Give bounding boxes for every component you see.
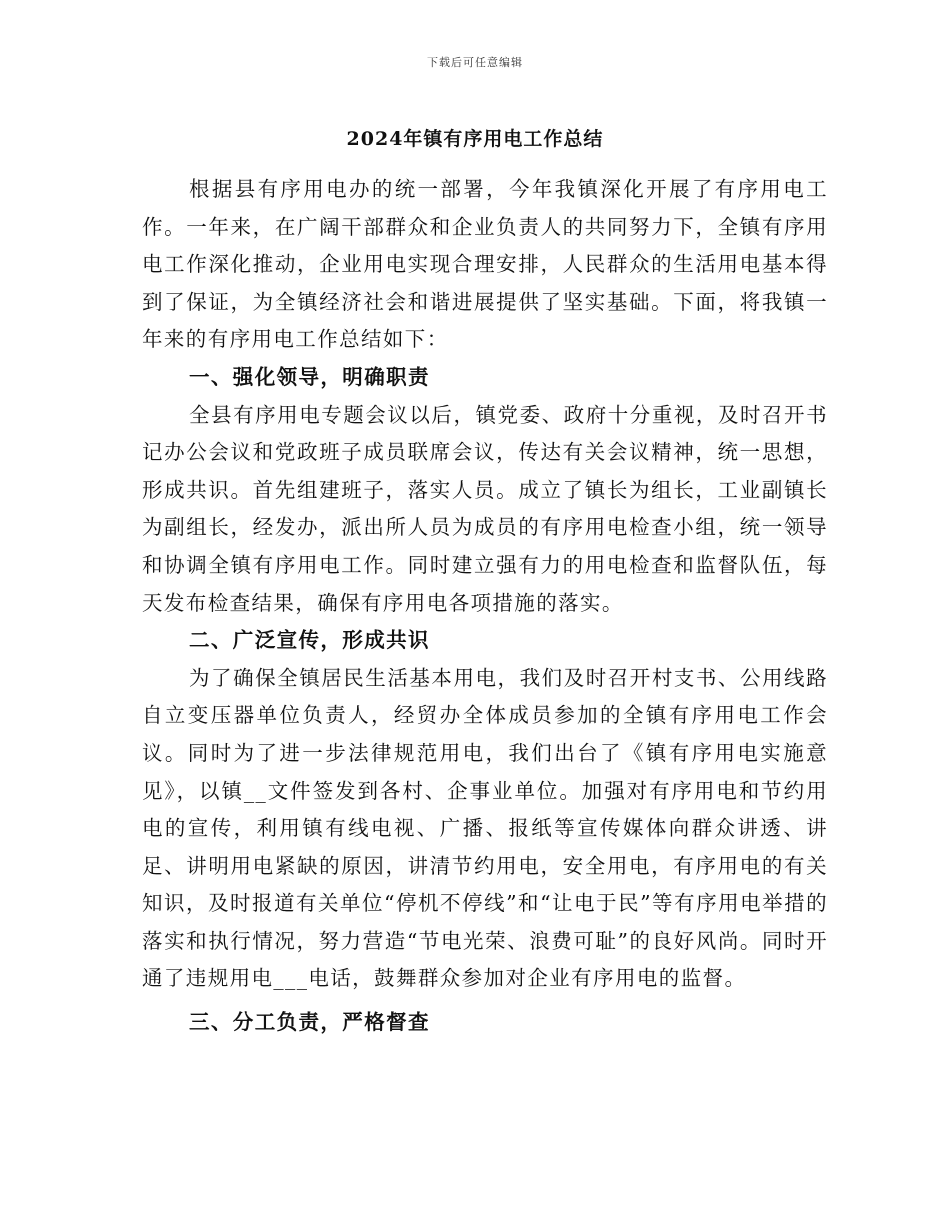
section-2-heading: 二、广泛宣传，形成共识 <box>189 628 430 653</box>
intro-paragraph: 根据县有序用电办的统一部署，今年我镇深化开展了有序用电工作。一年来，在广阔干部群众和企业负责人的共同努力下，全镇有序用电工作深化推动，企业用电实现合理安排，人民群众的生活用电基本得到了保证，为全镇经济社会和谐进展提供了坚实基础。下面，将我镇一年来的有序用电工作总结如下： <box>142 177 828 352</box>
section-2-body: 为了确保全镇居民生活基本用电，我们及时召开村支书、公用线路自立变压器单位负责人，经贸办全体成员参加的全镇有序用电工作会议。同时为了进一步法律规范用电，我们出台了《镇有序用电实施意见》，以镇__文件签发到各村、企事业单位。加强对有序用电和节约用电的宣传，利用镇有线电视、广播、报纸等宣传媒体向群众讲透、讲足、讲明用电紧缺的原因，讲清节约用电，安全用电，有序用电的有关知识，及时报道有关单位“停机不停线”和“让电于民”等有序用电举措的落实和执行情况，努力营造“节电光荣、浪费可耻”的良好风尚。同时开通了违规用电___电话，鼓舞群众参加对企业有序用电的监督。 <box>142 665 828 991</box>
document-title: 2024年镇有序用电工作总结 <box>346 128 604 150</box>
section-3-heading: 三、分工负责，严格督查 <box>189 1010 430 1035</box>
section-1-heading: 一、强化领导，明确职责 <box>189 364 430 389</box>
document-body <box>142 171 828 1042</box>
header-note: 下载后可任意编辑 <box>427 56 523 69</box>
section-1-body: 全县有序用电专题会议以后，镇党委、政府十分重视，及时召开书记办公会议和党政班子成员联席会议，传达有关会议精神，统一思想，形成共识。首先组建班子，落实人员。成立了镇长为组长，工业副镇长为副组长，经发办，派出所人员为成员的有序用电检查小组，统一领导和协调全镇有序用电工作。同时建立强有力的用电检查和监督队伍，每天发布检查结果，确保有序用电各项措施的落实。 <box>142 402 828 615</box>
